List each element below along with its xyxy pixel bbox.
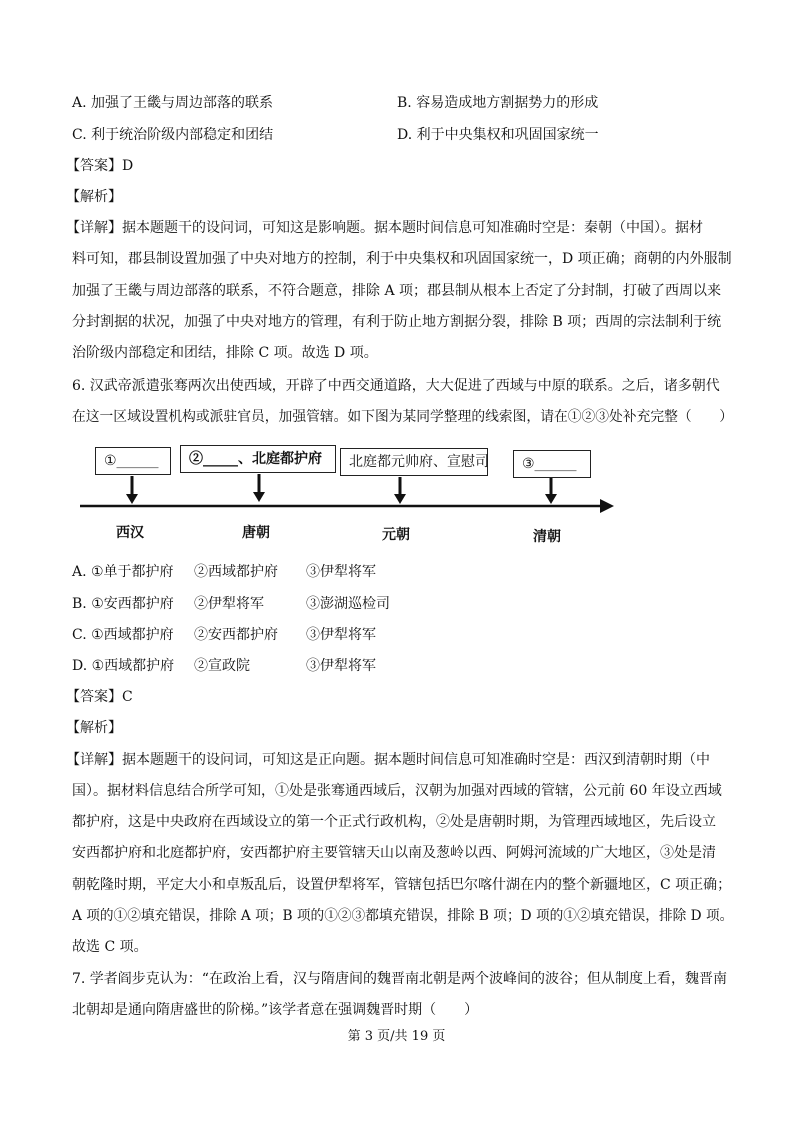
- timeline-box-2: ②_____、北庭都护府: [180, 445, 336, 473]
- q6-option-a-1: A. ①单于都护府: [72, 564, 174, 580]
- q6-option-d: [72, 657, 376, 675]
- q6-option-d-3: ③伊犁将军: [306, 658, 376, 674]
- q7-stem-line: 7. 学者阎步克认为：“在政治上看，汉与隋唐间的魏晋南北朝是两个波峰间的波谷；但从制度上看，魏晋南: [72, 971, 727, 987]
- q6-answer: 【答案】C: [66, 689, 133, 705]
- q6-detail-line: 故选 C 项。: [72, 939, 148, 955]
- timeline-arrowhead-icon: [600, 499, 614, 513]
- timeline-label-xihan: 西汉: [116, 525, 144, 541]
- q6-option-c: [72, 626, 376, 644]
- q6-option-a-2: ②西域都护府: [194, 564, 278, 580]
- q6-analysis-tag: 【解析】: [66, 720, 122, 736]
- q6-option-d-2: ②宣政院: [194, 658, 250, 674]
- q6-option-b-3: ③澎湖巡检司: [306, 596, 390, 612]
- q5-answer: 【答案】D: [66, 158, 134, 174]
- q6-detail-line: 国）。据材料信息结合所学可知，①处是张骞通西域后，汉朝为加强对西域的管辖，公元前 60 年设立西域: [72, 783, 722, 799]
- q6-detail-line: 【详解】据本题题干的设问词，可知这是正向题。据本题时间信息可知准确时空是：西汉到清朝时期（中: [66, 752, 710, 768]
- down-arrow-icon: [394, 477, 406, 504]
- q6-detail-line: 朝乾隆时期，平定大小和卓叛乱后，设置伊犁将军，管辖包括巴尔喀什湖在内的整个新疆地区，C 项正确；: [72, 877, 732, 893]
- q5-option-c: C. 利于统治阶级内部稳定和团结: [72, 127, 274, 143]
- q5-detail-line: 【详解】据本题题干的设问词，可知这是影响题。据本题时间信息可知准确时空是：秦朝（中国）。据材: [66, 220, 703, 236]
- q5-option-b: B. 容易造成地方割据势力的形成: [397, 95, 599, 111]
- q6-option-b-2: ②伊犁将军: [194, 596, 264, 612]
- down-arrow-icon: [545, 478, 557, 504]
- q6-option-c-3: ③伊犁将军: [306, 627, 376, 643]
- timeline-box-4: ③______: [513, 450, 591, 478]
- q6-stem-line: 6. 汉武帝派遣张骞两次出使西域，开辟了中西交通道路，大大促进了西域与中原的联系。之后，诸多朝代: [72, 378, 720, 394]
- q6-detail-line: 都护府，这是中央政府在西域设立的第一个正式行政机构，②处是唐朝时期，为管理西域地区，先后设立: [72, 814, 716, 830]
- q7-stem-line: 北朝却是通向隋唐盛世的阶梯。”该学者意在强调魏晋时期（ ）: [72, 1002, 479, 1018]
- q6-option-b-1: B. ①安西都护府: [72, 596, 174, 612]
- q6-option-d-1: D. ①西域都护府: [72, 658, 175, 674]
- q6-option-a: [72, 563, 376, 581]
- q5-option-a: A. 加强了王畿与周边部落的联系: [72, 95, 274, 111]
- q6-option-a-3: ③伊犁将军: [306, 564, 376, 580]
- down-arrow-icon: [253, 474, 265, 502]
- q5-detail-line: 治阶级内部稳定和团结，排除 C 项。故选 D 项。: [72, 345, 378, 361]
- q6-detail-line: 安西都护府和北庭都护府，安西都护府主要管辖天山以南及葱岭以西、阿姆河流域的广大地区，③处是清: [72, 845, 716, 861]
- timeline-svg: [0, 0, 793, 560]
- timeline-label-qing: 清朝: [533, 529, 561, 545]
- timeline-box-1: ①______: [95, 447, 171, 475]
- timeline-label-tang: 唐朝: [242, 525, 270, 541]
- q6-stem-line: 在这一区域设置机构或派驻官员，加强管辖。如下图为某同学整理的线索图，请在①②③处补充完整（ ）: [72, 409, 733, 425]
- page-footer: 第 3 页/共 19 页: [347, 1029, 446, 1044]
- q6-detail-line: A 项的①②填充错误，排除 A 项；B 项的①②③都填充错误，排除 B 项；D 项的①②填充错误，排除 D 项。: [72, 908, 734, 924]
- timeline-label-yuan: 元朝: [382, 527, 410, 543]
- q5-option-d: D. 利于中央集权和巩固国家统一: [397, 127, 599, 143]
- timeline-box-3: 北庭都元帅府、宣慰司: [340, 448, 488, 476]
- q6-option-b: [72, 595, 390, 613]
- q5-detail-line: 分封割据的状况，加强了中央对地方的管理，有利于防止地方割据分裂，排除 B 项；西周的宗法制利于统: [72, 314, 722, 330]
- q6-option-c-1: C. ①西域都护府: [72, 627, 174, 643]
- q5-analysis-tag: 【解析】: [66, 189, 122, 205]
- down-arrow-icon: [126, 476, 138, 504]
- q5-detail-line: 料可知，郡县制设置加强了中央对地方的控制，利于中央集权和巩固国家统一，D 项正确；商朝的内外服制: [72, 251, 732, 267]
- q6-option-c-2: ②安西都护府: [194, 627, 278, 643]
- q5-detail-line: 加强了王畿与周边部落的联系，不符合题意，排除 A 项；郡县制从根本上否定了分封制，打破了西周以来: [72, 283, 722, 299]
